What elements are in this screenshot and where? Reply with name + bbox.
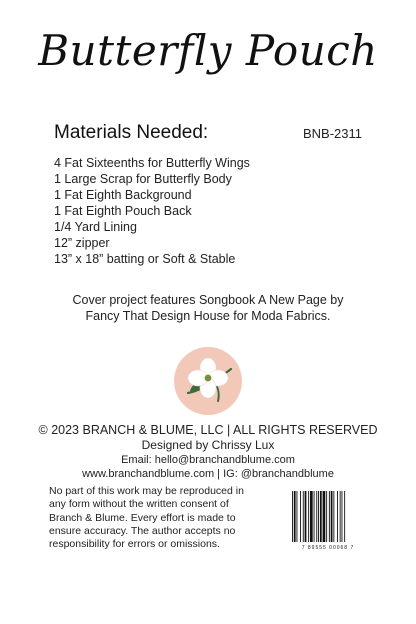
materials-item: 1 Large Scrap for Butterfly Body [54,172,232,186]
pattern-title: Butterfly Pouch [38,26,378,75]
upc-barcode [289,489,367,544]
materials-item: 1 Fat Eighth Pouch Back [54,204,192,218]
barcode-bar [326,491,327,542]
materials-item: 1 Fat Eighth Background [54,188,192,202]
pattern-code: BNB-2311 [302,126,362,141]
designer-credit: Designed by Chrissy Lux [141,438,275,452]
disclaimer-line: responsibility for errors or omissions. [49,538,220,551]
materials-item: 4 Fat Sixteenths for Butterfly Wings [54,156,250,170]
barcode-bar [297,491,298,542]
materials-list [54,155,250,267]
disclaimer-line: any form without the written consent of [49,498,229,511]
barcode-bar [340,491,341,542]
contact-email: Email: hello@branchandblume.com [121,454,295,466]
barcode-bar [292,491,293,542]
barcode-digits: 7 89555 00068 7 [301,545,355,551]
website-social: www.branchandblume.com | IG: @branchandblume [82,468,334,480]
cover-credit-line: Cover project features Songbook A New Page by [72,293,344,307]
materials-item: 13” x 18” batting or Soft & Stable [54,252,236,266]
barcode-bar [318,491,319,542]
barcode-bar [300,491,301,542]
barcode-bar [323,491,326,542]
barcode-bar [333,491,334,542]
barcode-bar [329,491,330,542]
cover-credit [0,292,416,324]
barcode-bar [310,491,313,542]
barcode-bar [308,491,309,542]
barcode-bar [320,491,322,542]
barcode-bar [342,491,343,542]
barcode-bar [305,491,307,542]
barcode-bar [316,491,317,542]
disclaimer-line: No part of this work may be reproduced in [49,485,244,497]
footer-block [0,423,416,481]
cover-credit-line: Fancy That Design House for Moda Fabrics. [85,309,331,323]
barcode-bar [344,491,345,542]
disclaimer-line: ensure accuracy. The author accepts no [49,524,236,537]
logo-flower-center [205,375,212,382]
disclaimer [49,485,277,551]
materials-heading: Materials Needed: [54,122,209,143]
materials-item: 12” zipper [54,236,110,250]
barcode-bar [294,491,296,542]
disclaimer-line: Branch & Blume. Every effort is made to [49,511,236,524]
barcode-bar [337,491,338,542]
materials-item: 1/4 Yard Lining [54,220,137,234]
barcode-bar [331,491,333,542]
barcode-bar [303,491,304,542]
dogwood-flower-icon [174,347,242,415]
barcode-bar [314,491,315,542]
copyright-text: © 2023 BRANCH & BLUME, LLC | ALL RIGHTS RESERVED [38,423,378,437]
